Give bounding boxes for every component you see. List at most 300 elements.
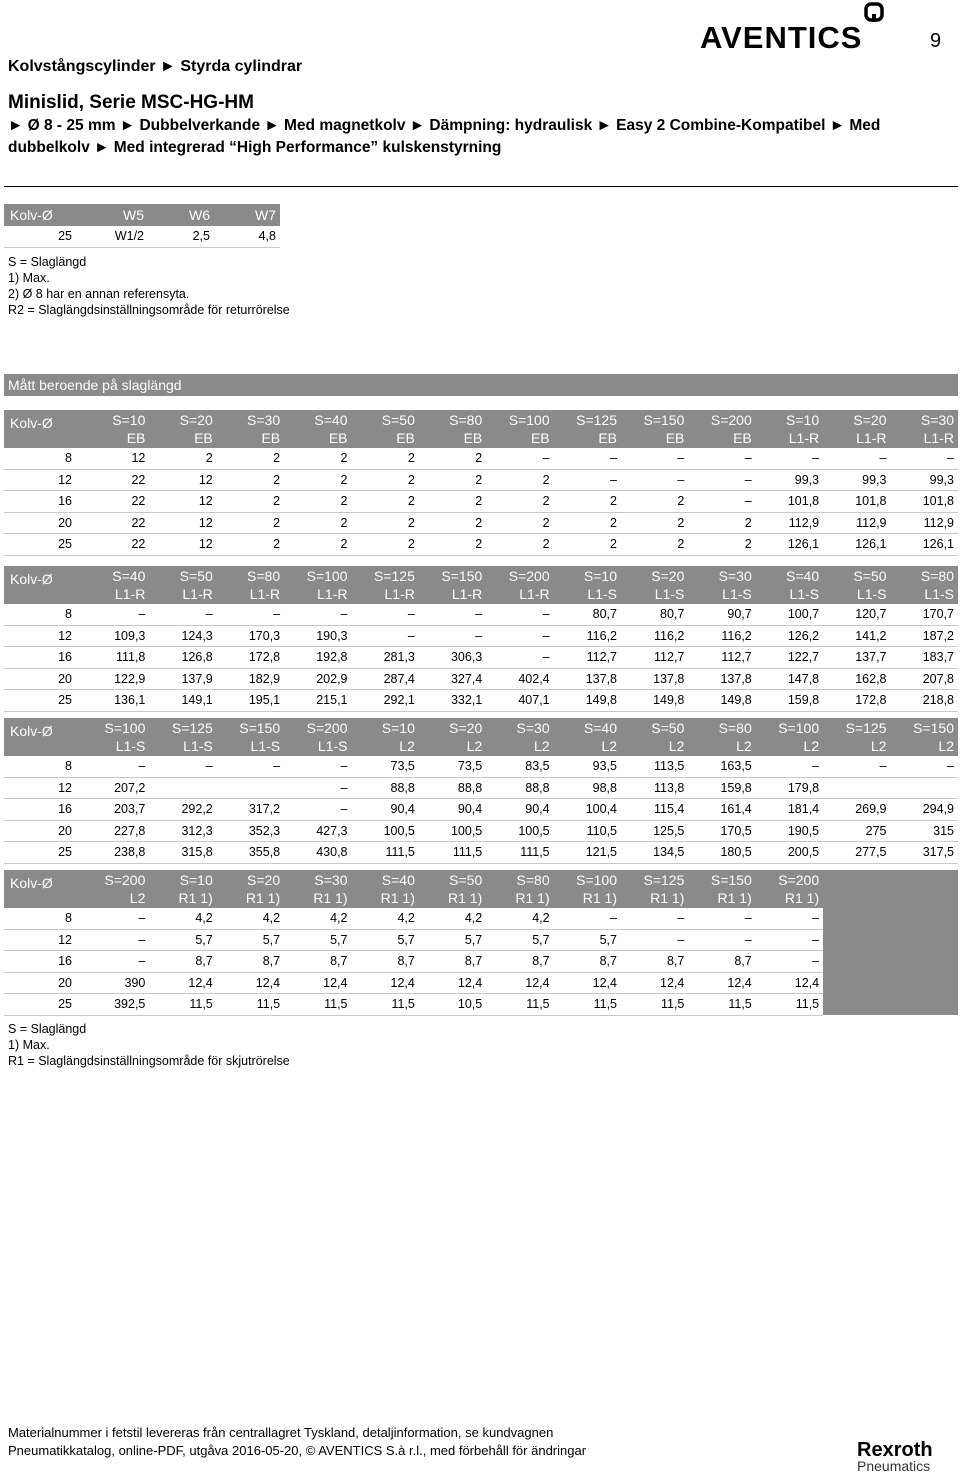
table-cell: 5,7 [486,929,553,951]
table-cell: 207,8 [891,668,959,690]
header-line: L1-S [856,586,887,602]
table-cell [891,777,959,799]
table-cell: – [756,908,823,929]
header-line: Kolv-Ø [10,723,53,739]
table-cell: 110,5 [554,820,621,842]
table-cell: 275 [823,820,890,842]
header-line: S=200 [710,412,752,428]
piston-diameter-cell: 16 [4,799,82,821]
table-cell: 427,3 [284,820,351,842]
w-dimension-table [4,204,280,248]
header-line: L1-S [115,738,146,754]
table-cell: 183,7 [891,647,959,669]
column-header [554,870,621,908]
notes-top [8,254,290,318]
header-line: S=200 [508,568,550,584]
column-header [82,410,149,448]
header-line: R1 1) [313,890,348,906]
table-cell: 12,4 [284,972,351,994]
header-line: S=20 [179,412,213,428]
header-line: S=50 [449,872,483,888]
table-cell: 203,7 [82,799,149,821]
table-cell: 315 [891,820,959,842]
header-line: S=100 [306,568,348,584]
piston-diameter-cell: 20 [4,820,82,842]
table-row [4,690,958,712]
table-cell: 8,7 [284,951,351,973]
header-line: R1 1) [717,890,752,906]
table-cell: – [823,756,890,777]
table-cell: 202,9 [284,668,351,690]
table-cell: 2 [486,512,553,534]
table-cell: 121,5 [554,842,621,864]
page-number: 9 [930,30,942,52]
table-cell: – [486,625,553,647]
column-header [756,718,823,756]
header-line: L1-S [654,586,685,602]
column-header [823,410,890,448]
table-row [4,512,958,534]
table-cell: 98,8 [554,777,621,799]
table-cell: 137,8 [688,668,755,690]
table-cell: 12,4 [554,972,621,994]
table-cell: 73,5 [352,756,419,777]
header-line: L1-R [317,586,348,602]
header-line: L1-R [384,586,415,602]
header-line: EB [665,430,685,446]
divider [4,186,958,187]
column-header [554,410,621,448]
table-cell: 22 [82,469,149,491]
table-cell: 122,9 [82,668,149,690]
table-cell: 112,7 [688,647,755,669]
header-line: R1 1) [784,890,820,906]
header-line: S=20 [449,720,483,736]
header-line: S=10 [786,412,820,428]
column-header [486,718,553,756]
column-header [149,566,216,604]
table-cell: 88,8 [419,777,486,799]
column-header [823,718,890,756]
header-line: L1-R [249,586,281,602]
dimension-table [4,566,958,712]
column-header [419,566,486,604]
table-header-row [4,410,958,448]
header-line: S=200 [104,872,146,888]
header-line: S=50 [853,568,887,584]
table-cell: – [149,756,216,777]
table-cell: – [82,929,149,951]
table-cell: 402,4 [486,668,553,690]
table-cell: 5,7 [554,929,621,951]
table-cell: 4,2 [419,908,486,929]
table-cell: 12,4 [352,972,419,994]
notes-bottom [8,1021,290,1069]
blank-cell [823,929,890,951]
header-line: S=50 [179,568,213,584]
header-line: R1 1) [380,890,415,906]
table-cell: 120,7 [823,604,890,625]
table-cell: 2 [419,469,486,491]
header-line: L2 [803,738,820,754]
table-cell: 2 [217,512,284,534]
column-header [688,566,755,604]
table-cell: 2 [554,491,621,513]
piston-diameter-cell: 25 [4,994,82,1016]
note-line: 1) Max. [8,1038,50,1052]
page-title: Minislid, Serie MSC-HG-HM [8,92,254,113]
table-cell: 2 [352,534,419,556]
header-line: EB [261,430,281,446]
header-line: L2 [399,738,415,754]
header-line: S=20 [853,412,887,428]
table-cell: 137,9 [149,668,216,690]
piston-diameter-cell: 12 [4,929,82,951]
header-line: S=100 [576,872,617,888]
table-cell: 4,2 [352,908,419,929]
header-line: L1-S [250,738,281,754]
table-cell: 12,4 [486,972,553,994]
header-line: Kolv-Ø [10,415,53,431]
header-line: R1 1) [448,890,483,906]
table-cell: – [621,448,688,469]
header-line: S=30 [314,872,348,888]
table-cell: 99,3 [891,469,959,491]
table-cell: 125,5 [621,820,688,842]
column-header [352,566,419,604]
table-cell: 12,4 [756,972,823,994]
header-line: Kolv-Ø [10,875,53,891]
header-line: S=150 [239,720,281,736]
table-cell: 315,8 [149,842,216,864]
column-header [621,566,688,604]
table-cell: 195,1 [217,690,284,712]
table-cell: 2 [217,491,284,513]
table-cell: 159,8 [756,690,823,712]
header-line: R1 1) [582,890,617,906]
table-cell: 12 [149,491,216,513]
header-line: R1 1) [650,890,685,906]
table-cell: 149,8 [688,690,755,712]
table-row [4,756,958,777]
table-cell: 99,3 [756,469,823,491]
table-cell: 111,5 [486,842,553,864]
table-cell: – [352,625,419,647]
column-header [891,718,959,756]
column-header [352,718,419,756]
table-cell: 2 [554,534,621,556]
header-line: S=80 [516,872,550,888]
table-cell: 2 [352,512,419,534]
table-cell: 227,8 [82,820,149,842]
header-line: EB [126,430,146,446]
column-header [486,870,553,908]
table-cell: 8,7 [621,951,688,973]
column-header [419,870,486,908]
table-cell: 99,3 [823,469,890,491]
table-cell: 2 [486,534,553,556]
column-header [4,870,82,908]
table-cell: – [756,448,823,469]
table-row [4,799,958,821]
table-cell: 101,8 [823,491,890,513]
table-cell: – [688,491,755,513]
table-cell: – [756,951,823,973]
table-row [4,604,958,625]
table-cell: 122,7 [756,647,823,669]
table-row [4,448,958,469]
table-cell: 11,5 [217,994,284,1016]
table-cell: 287,4 [352,668,419,690]
header-line: S=80 [920,568,954,584]
column-header [82,870,149,908]
table-cell: 190,5 [756,820,823,842]
header-line: S=100 [104,720,146,736]
table-cell: 170,5 [688,820,755,842]
column-header [554,718,621,756]
column-header [823,566,890,604]
table-cell: 2 [284,469,351,491]
header-line: S=80 [718,720,752,736]
dimension-table [4,410,958,556]
header-line: L1-S [183,738,213,754]
column-header: W5 [82,204,148,226]
header-line: S=50 [651,720,685,736]
table-cell: 126,2 [756,625,823,647]
table-cell: 181,4 [756,799,823,821]
header-line: L1-R [788,430,820,446]
table-cell: 136,1 [82,690,149,712]
table-cell: – [756,756,823,777]
table-cell: 172,8 [217,647,284,669]
table-cell: 111,5 [352,842,419,864]
table-cell: – [284,756,351,777]
table-cell: 2 [554,512,621,534]
table-cell: – [82,908,149,929]
blank-cell [891,951,959,973]
header-line: L1-R [856,430,887,446]
section-title: Mått beroende på slaglängd [4,374,958,396]
table-cell: – [688,929,755,951]
table-cell: 2 [149,448,216,469]
rexroth-sub-text: Pneumatics [857,1458,931,1474]
table-cell: 162,8 [823,668,890,690]
table-cell: 83,5 [486,756,553,777]
header-line: R1 1) [515,890,550,906]
table-cell: 269,9 [823,799,890,821]
header-line: L1-R [182,586,213,602]
header-line: L1-S [722,586,752,602]
table-cell: 100,5 [352,820,419,842]
table-cell: 292,2 [149,799,216,821]
table-cell: 2 [621,512,688,534]
table-cell: 93,5 [554,756,621,777]
table-cell: 112,7 [554,647,621,669]
header-line: L2 [736,738,752,754]
table-cell: 2 [284,512,351,534]
table-cell: 126,8 [149,647,216,669]
empty-header-cell [891,870,959,908]
header-line: S=30 [247,412,281,428]
table-cell: 390 [82,972,149,994]
table-cell: – [284,799,351,821]
table-row [4,972,958,994]
table-cell: 2 [688,512,755,534]
table-row [4,908,958,929]
table-cell [217,777,284,799]
header-line: EB [328,430,348,446]
table-cell: – [82,756,149,777]
table-cell: 80,7 [621,604,688,625]
table-cell: 134,5 [621,842,688,864]
header-line: S=100 [778,720,820,736]
table-cell: 90,7 [688,604,755,625]
table-cell: 187,2 [891,625,959,647]
table-cell: 12,4 [419,972,486,994]
header-line: L1-S [587,586,617,602]
column-header [419,410,486,448]
table-row [4,469,958,491]
aventics-logo [700,2,885,52]
feature-list: ► Ø 8 - 25 mm ► Dubbelverkande ► Med magnetkolv ► Dämpning: hydraulisk ► Easy 2 Combine-Kompatibel ► Med dubbelkolv ► Med integrerad “High Performance” kulskenstyrning [8,117,881,156]
header-line: S=150 [710,872,752,888]
piston-diameter-cell: 20 [4,512,82,534]
table-cell: – [419,604,486,625]
table-cell: – [621,929,688,951]
table-cell: – [621,908,688,929]
header-line: L1-S [789,586,820,602]
table-cell: 392,5 [82,994,149,1016]
table-cell: – [419,625,486,647]
header-line: S=40 [112,568,146,584]
table-cell: 111,8 [82,647,149,669]
table-row [4,994,958,1016]
header-line: S=125 [576,412,617,428]
note-line: R1 = Slaglängdsinställningsområde för skjutrörelse [8,1054,290,1068]
table-cell: 25 [4,226,82,247]
table-cell: 137,8 [621,668,688,690]
table-cell: – [486,448,553,469]
table-cell: 317,5 [891,842,959,864]
column-header [149,718,216,756]
table-cell: 141,2 [823,625,890,647]
header-line: EB [598,430,617,446]
table-cell: 113,8 [621,777,688,799]
header-line: R1 1) [178,890,213,906]
table-cell: 172,8 [823,690,890,712]
table-cell: – [688,448,755,469]
note-line: R2 = Slaglängdsinställningsområde för returrörelse [8,303,290,317]
table-row [4,534,958,556]
table-cell: 407,1 [486,690,553,712]
header-line: L2 [668,738,685,754]
table-cell: 207,2 [82,777,149,799]
header-line: L2 [870,738,887,754]
header-line: L1-S [924,586,954,602]
table-cell: 2 [621,534,688,556]
table-cell: 11,5 [284,994,351,1016]
table-cell: 317,2 [217,799,284,821]
table-cell: 4,2 [284,908,351,929]
table-cell: 2 [419,534,486,556]
header-line: S=30 [920,412,954,428]
table-cell: 2 [486,491,553,513]
header-line: S=10 [583,568,617,584]
header-line: S=40 [314,412,348,428]
table-cell: 294,9 [891,799,959,821]
piston-diameter-cell: 25 [4,842,82,864]
table-cell: – [82,604,149,625]
note-line: 1) Max. [8,271,50,285]
table-cell: 8,7 [149,951,216,973]
table-cell: 192,8 [284,647,351,669]
table-cell: 5,7 [284,929,351,951]
header-line: L2 [601,738,617,754]
table-cell: 12,4 [688,972,755,994]
table-cell: 100,5 [419,820,486,842]
table-cell: – [823,448,890,469]
header-line: EB [530,430,550,446]
table-cell: 73,5 [419,756,486,777]
table-cell: 215,1 [284,690,351,712]
table-cell: 2 [352,448,419,469]
table-cell: – [486,647,553,669]
table-cell: 126,1 [891,534,959,556]
table-cell: 147,8 [756,668,823,690]
table-row [4,491,958,513]
column-header [621,410,688,448]
table-cell: 2 [419,512,486,534]
blank-cell [823,951,890,973]
table-cell: – [82,951,149,973]
table-cell: 8,7 [554,951,621,973]
column-header [284,870,351,908]
table-row [4,625,958,647]
header-line: L1-R [519,586,550,602]
table-cell: 112,9 [891,512,959,534]
table-cell: 352,3 [217,820,284,842]
header-line: S=125 [171,720,213,736]
column-header [688,718,755,756]
table-cell: 182,9 [217,668,284,690]
table-cell [823,777,890,799]
column-header [4,718,82,756]
column-header [217,566,284,604]
table-cell: 100,4 [554,799,621,821]
column-header [4,566,82,604]
header-line: S=20 [651,568,685,584]
table-cell: 312,3 [149,820,216,842]
table-cell: 112,9 [756,512,823,534]
table-cell: 115,4 [621,799,688,821]
table-cell: 2 [419,491,486,513]
table-cell: 149,8 [621,690,688,712]
table-cell: 430,8 [284,842,351,864]
table-cell: 11,5 [688,994,755,1016]
column-header: Kolv-Ø [4,204,82,226]
header-line: S=150 [643,412,685,428]
table-cell: 4,2 [217,908,284,929]
aventics-mark-icon [866,4,882,22]
column-header [486,410,553,448]
header-line: S=30 [516,720,550,736]
table-cell: – [352,604,419,625]
column-header [284,566,351,604]
table-cell: 80,7 [554,604,621,625]
table-row [4,842,958,864]
header-line: L1-R [923,430,954,446]
table-cell: 11,5 [756,994,823,1016]
